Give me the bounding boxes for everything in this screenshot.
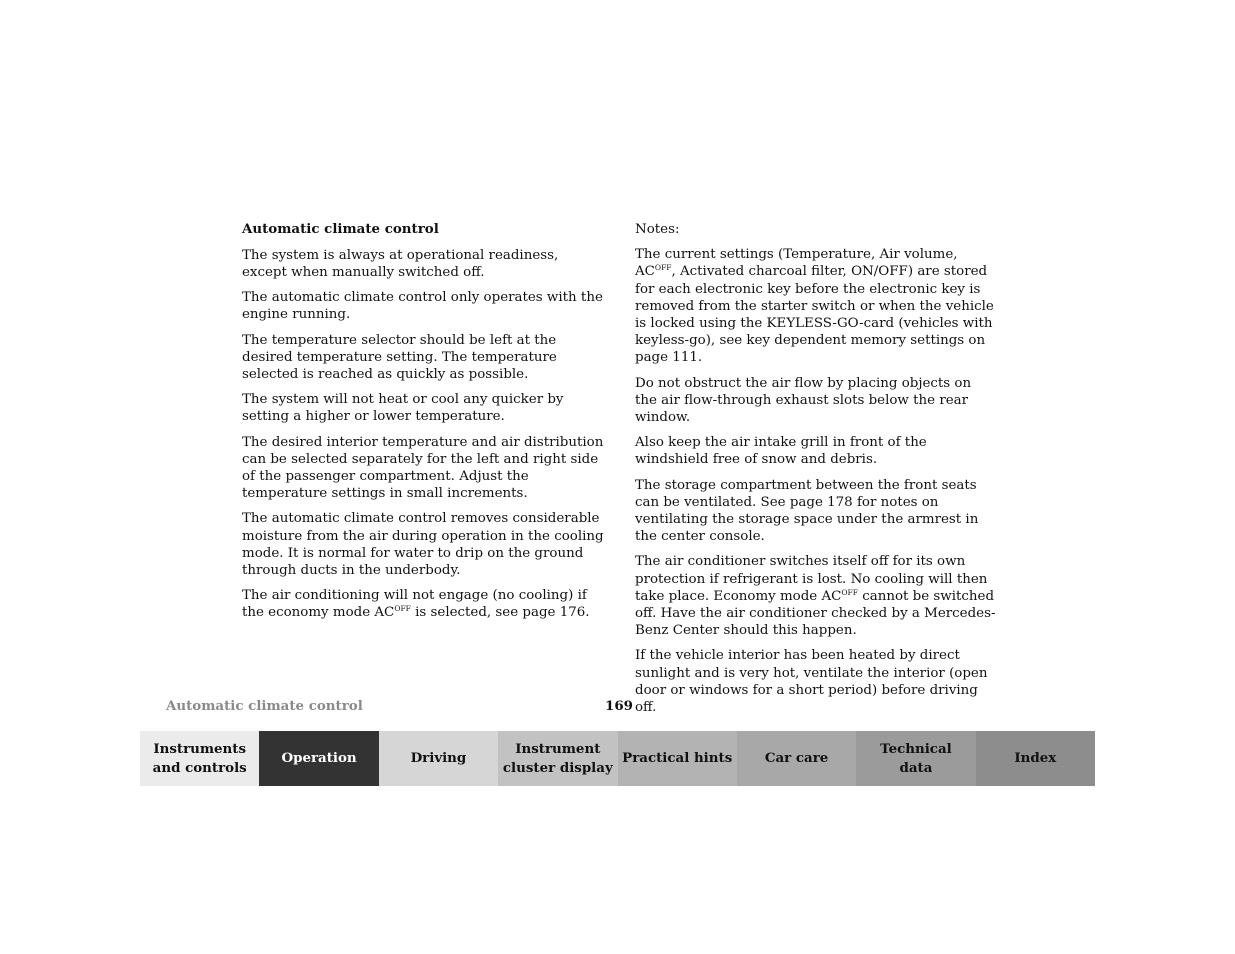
note: The storage compartment between the front seats can be ventilated. See page 178 for notes on ventilating the storage space under the armrest in the center console. — [635, 477, 979, 545]
note-text: cannot be switched off. Have the air conditioner checked by a Mercedes-Benz Center should this happen. — [635, 588, 996, 639]
paragraph: The temperature selector should be left at the desired temperature setting. The temperature selected is reached as quickly as possible. — [242, 332, 557, 382]
tab-technical-data[interactable]: Technical data — [856, 731, 975, 786]
tab-operation[interactable]: Operation — [259, 731, 378, 786]
tab-driving[interactable]: Driving — [379, 731, 498, 786]
paragraph-text: is selected, see page 176. — [410, 605, 590, 621]
superscript-off: OFF — [394, 604, 411, 614]
footer-section-title: Automatic climate control — [166, 698, 363, 714]
tab-instruments-and-controls[interactable]: Instruments and controls — [140, 731, 259, 786]
paragraph: The system is always at operational readiness, except when manually switched off. — [242, 247, 559, 280]
tab-car-care[interactable]: Car care — [737, 731, 856, 786]
note: Also keep the air intake grill in front of the windshield free of snow and debris. — [635, 435, 927, 468]
superscript-off: OFF — [654, 263, 672, 273]
paragraph: The automatic climate control removes considerable moisture from the air during operation in the cooling mode. It is normal for water to drip on the ground through ducts in the underbody. — [242, 511, 604, 578]
tab-index[interactable]: Index — [976, 731, 1095, 786]
tab-instrument-cluster-display[interactable]: Instrument cluster display — [498, 731, 617, 786]
paragraph: The system will not heat or cool any quicker by setting a higher or lower temperature. — [242, 392, 564, 425]
paragraph-text: The air conditioning will not engage (no cooling) if the economy mode AC — [242, 588, 587, 621]
note-text: The current settings (Temperature, Air volume, AC — [635, 247, 958, 280]
left-column — [242, 221, 604, 630]
page-number: 169 — [605, 698, 633, 714]
section-heading: Automatic climate control — [242, 221, 439, 237]
notes-label: Notes: — [635, 222, 680, 237]
note: Do not obstruct the air flow by placing objects on the air flow-through exhaust slots below the rear window. — [635, 375, 972, 426]
note: If the vehicle interior has been heated by direct sunlight and is very hot, ventilate the interior (open door or windows for a short period) before driving off. — [635, 648, 988, 716]
note — [635, 246, 997, 366]
tab-practical-hints[interactable]: Practical hints — [618, 731, 737, 786]
paragraph — [242, 587, 604, 621]
superscript-off: OFF — [841, 587, 858, 597]
chapter-nav-bar — [140, 731, 1095, 786]
note-text: The air conditioner switches itself off for its own protection if refrigerant is lost. No cooling will then take place. Economy mode AC — [635, 554, 988, 604]
paragraph: The automatic climate control only operates with the engine running. — [242, 290, 603, 323]
note — [635, 553, 997, 639]
note-text: , Activated charcoal filter, ON/OFF) are stored for each electronic key before the electronic key is removed from the starter switch or when the vehicle is locked using the KEYLESS-GO-card (vehicles with keyless-go), see key dependent memory settings on page 111. — [635, 264, 994, 366]
right-column — [635, 221, 997, 724]
paragraph: The desired interior temperature and air distribution can be selected separately for the left and right side of the passenger compartment. Adjust the temperature settings in small increments. — [242, 434, 604, 502]
